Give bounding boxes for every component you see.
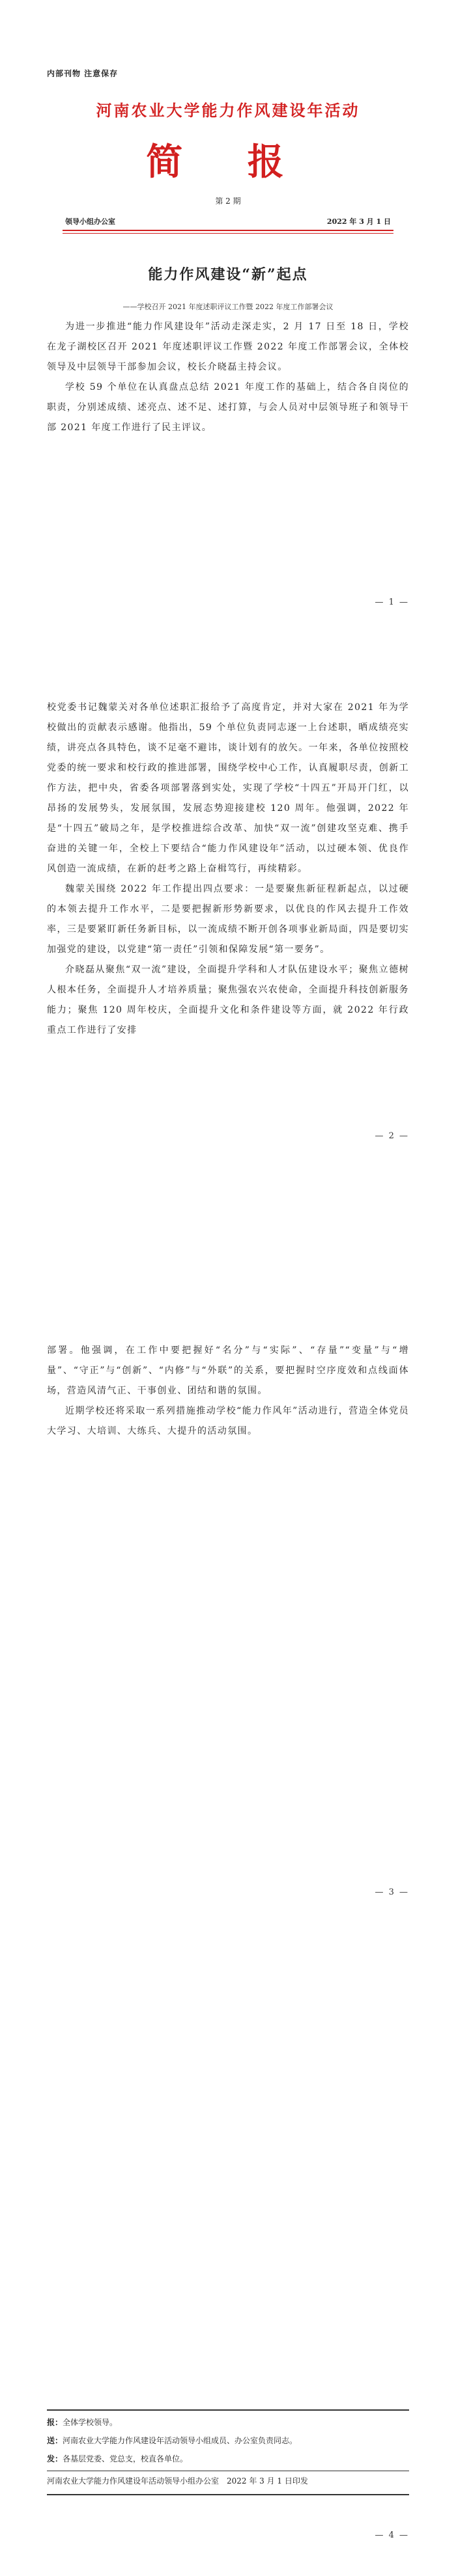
page-number: — 1 — xyxy=(375,597,409,607)
page-2 xyxy=(0,644,456,1289)
paragraph: 为进一步推进“能力作风建设年”活动走深走实，2 月 17 日至 18 日，学校在龙子湖校区召开 2021 年度述职评议工作暨 2022 年度工作部署会议，全体校领导及中层领导干部参加会议，校长介晓磊主持会议。 xyxy=(47,322,409,372)
sender: 领导小组办公室 xyxy=(65,217,115,226)
meta-row xyxy=(65,216,391,226)
body-p3 xyxy=(47,1341,409,1442)
brief-title: 简 报 xyxy=(146,141,310,184)
report-line xyxy=(47,2413,409,2432)
issue-number: 第 2 期 xyxy=(215,197,241,206)
report-label: 报： xyxy=(47,2418,63,2427)
issue-label: 发： xyxy=(47,2454,63,2463)
paragraph: 近期学校还将采取一系列措施推动学校“能力作风年”活动进行，营造全体党员大学习、大培训、大练兵、大提升的活动氛围。 xyxy=(47,1406,409,1436)
issue-date: 2022 年 3 月 1 日 xyxy=(326,217,391,226)
paragraph: 魏蒙关围绕 2022 年工作提出四点要求：一是要聚焦新征程新起点，以过硬的本领去提升工作水平，二是要把握新形势新要求，以优良的作风去提升工作效率，三是要紧盯新任务新目标，以一流成绩不断开创各项事业新局面，四是要切实加强党的建设，以党建“第一责任”引领和保障发展“第一要务”。 xyxy=(47,884,409,955)
page-3 xyxy=(0,1289,456,1933)
footer-top-rule xyxy=(47,2409,409,2411)
paragraph: 介晓磊从聚焦“双一流”建设，全面提升学科和人才队伍建设水平；聚焦立德树人根本任务，全面提升人才培养质量；聚焦强农兴农使命，全面提升科技创新服务能力；聚焦 120 周年校庆，全面提升文化和条件建设等方面，就 2022 年行政重点工作进行了安排 xyxy=(47,965,409,1035)
red-divider xyxy=(63,230,393,231)
paragraph: 校党委书记魏蒙关对各单位述职汇报给予了高度肯定，并对大家在 2021 年为学校做出的贡献表示感谢。他指出，59 个单位负责同志逐一上台述职，晒成绩亮实绩，讲亮点各具特色，谈不足毫不避讳，谈计划有的放矢。一年来，各单位按照校党委的统一要求和校行政的推进部署，围绕学校中心工作，认真履职尽责，创新工作方法，把中央，省委各项部署落到实处，实现了学校“十四五”开局开门红，以昂扬的发展势头，发展氛围，发展态势迎接建校 120 周年。他强调，2022 年是“十四五”破局之年，是学校推进综合改革、加快“双一流”创建攻坚克难、携手奋进的关键一年，全校上下要结合“能力作风建设年”活动，以过硬本领、优良作风创造一流成绩，在新的赶考之路上奋楫笃行，再续精彩。 xyxy=(47,702,409,874)
paragraph: 部署。他强调，在工作中要把握好“名分”与“实际”、“存量”“变量”与“增量”、“守正”与“创新”、“内修”与“外联”的关系，要把握时空序度效和点线面体场，营造风清气正、干事创业、团结和谐的氛围。 xyxy=(47,1345,409,1396)
body-p2 xyxy=(47,698,409,1041)
red-divider-thin xyxy=(63,233,393,234)
internal-notice: 内部刊物 注意保存 xyxy=(47,69,119,78)
send-label: 送： xyxy=(47,2436,63,2445)
footer-bottom-rule xyxy=(47,2494,409,2495)
page-number: — 3 — xyxy=(375,1887,409,1897)
paragraph: 学校 59 个单位在认真盘点总结 2021 年度工作的基础上，结合各自岗位的职责，分别述成绩、述亮点、述不足、述打算，与会人员对中层领导班子和领导干部 2021 年度工作进行了民主评议。 xyxy=(47,382,409,433)
page-4 xyxy=(0,1933,456,2576)
article-subtitle: ——学校召开 2021 年度述职评议工作暨 2022 年度工作部署会议 xyxy=(122,303,334,311)
send-line xyxy=(47,2432,409,2450)
page-number: — 2 — xyxy=(375,1131,409,1141)
org-title: 河南农业大学能力作风建设年活动 xyxy=(96,102,360,120)
page-number: — 4 — xyxy=(375,2530,409,2540)
body-p1 xyxy=(47,317,409,438)
article-title: 能力作风建设“新”起点 xyxy=(148,266,308,283)
distribution-box xyxy=(47,2413,409,2490)
issue-text: 各基层党委、党总支，校直各单位。 xyxy=(63,2454,188,2463)
page-1 xyxy=(0,0,456,644)
send-text: 河南农业大学能力作风建设年活动领导小组成员、办公室负责同志。 xyxy=(63,2436,298,2445)
report-text: 全体学校领导。 xyxy=(63,2418,118,2427)
issue-line xyxy=(47,2450,409,2468)
imprint: 河南农业大学能力作风建设年活动领导小组办公室 2022 年 3 月 1 日印发 xyxy=(47,2476,308,2486)
